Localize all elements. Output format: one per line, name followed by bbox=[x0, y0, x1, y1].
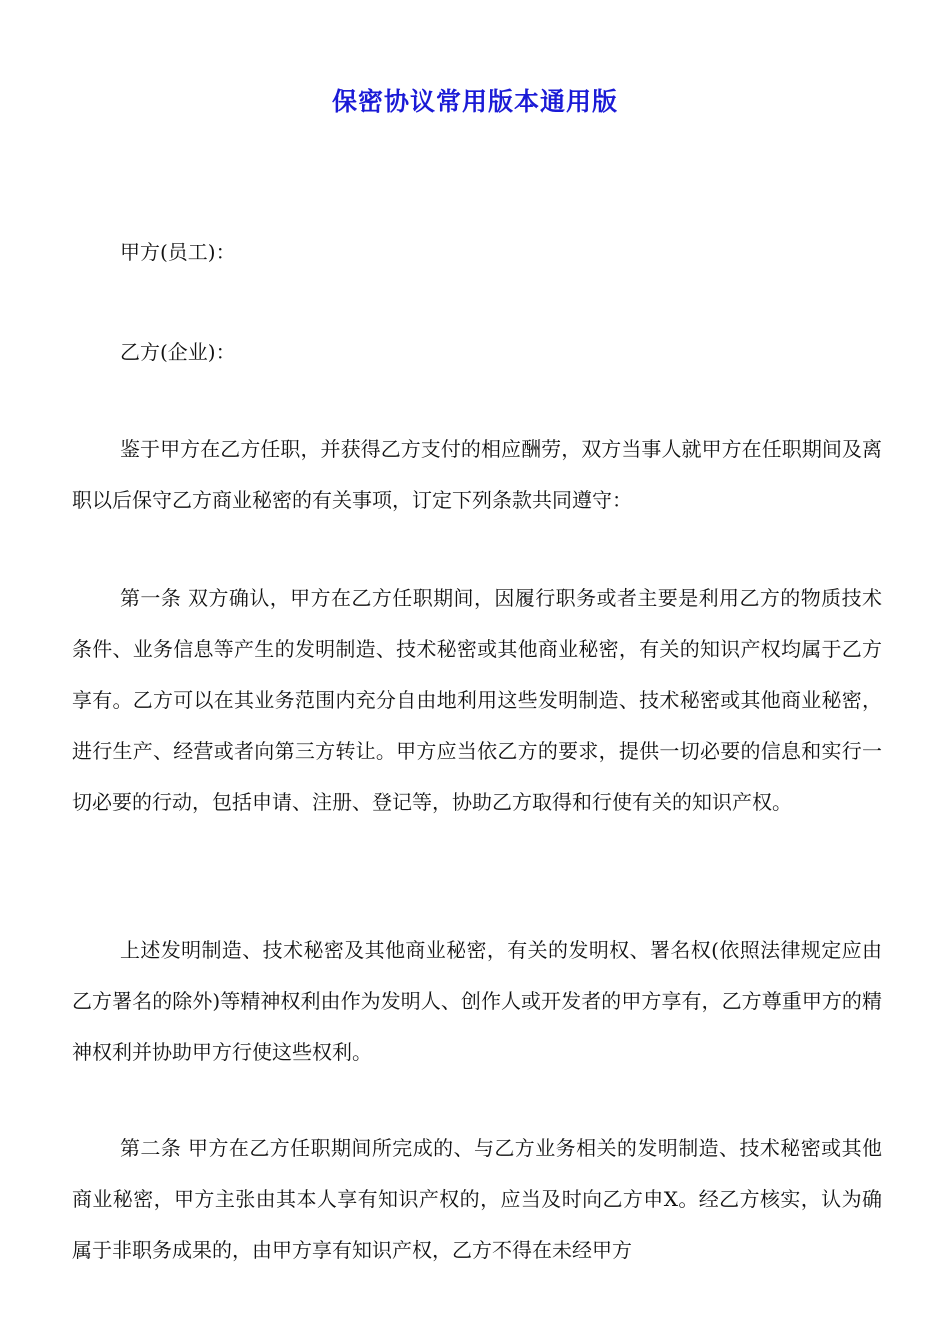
preamble-paragraph: 鉴于甲方在乙方任职，并获得乙方支付的相应酬劳，双方当事人就甲方在任职期间及离职以后保守乙方商业秘密的有关事项，订定下列条款共同遵守： bbox=[72, 437, 882, 512]
article-1-paragraph: 第一条 双方确认，甲方在乙方任职期间，因履行职务或者主要是利用乙方的物质技术条件、业务信息等产生的发明制造、技术秘密或其他商业秘密，有关的知识产权均属于乙方享有。乙方可以在其业务范围内充分自由地利用这些发明制造、技术秘密或其他商业秘密，进行生产、经营或者向第三方转让。甲方应当依乙方的要求，提供一切必要的信息和实行一切必要的行动，包括申请、注册、登记等，协助乙方取得和行使有关的知识产权。 bbox=[72, 586, 882, 814]
document-title: 保密协议常用版本通用版 bbox=[331, 87, 618, 116]
article-1-continuation-paragraph: 上述发明制造、技术秘密及其他商业秘密，有关的发明权、署名权(依照法律规定应由乙方署名的除外)等精神权利由作为发明人、创作人或开发者的甲方享有，乙方尊重甲方的精神权利并协助甲方行使这些权利。 bbox=[72, 938, 882, 1064]
party-a-line: 甲方(员工)： bbox=[120, 240, 236, 264]
party-b-line: 乙方(企业)： bbox=[120, 340, 236, 364]
article-2-paragraph: 第二条 甲方在乙方任职期间所完成的、与乙方业务相关的发明制造、技术秘密或其他商业秘密，甲方主张由其本人享有知识产权的，应当及时向乙方申X。经乙方核实，认为确属于非职务成果的，由甲方享有知识产权，乙方不得在未经甲方 bbox=[72, 1136, 882, 1262]
